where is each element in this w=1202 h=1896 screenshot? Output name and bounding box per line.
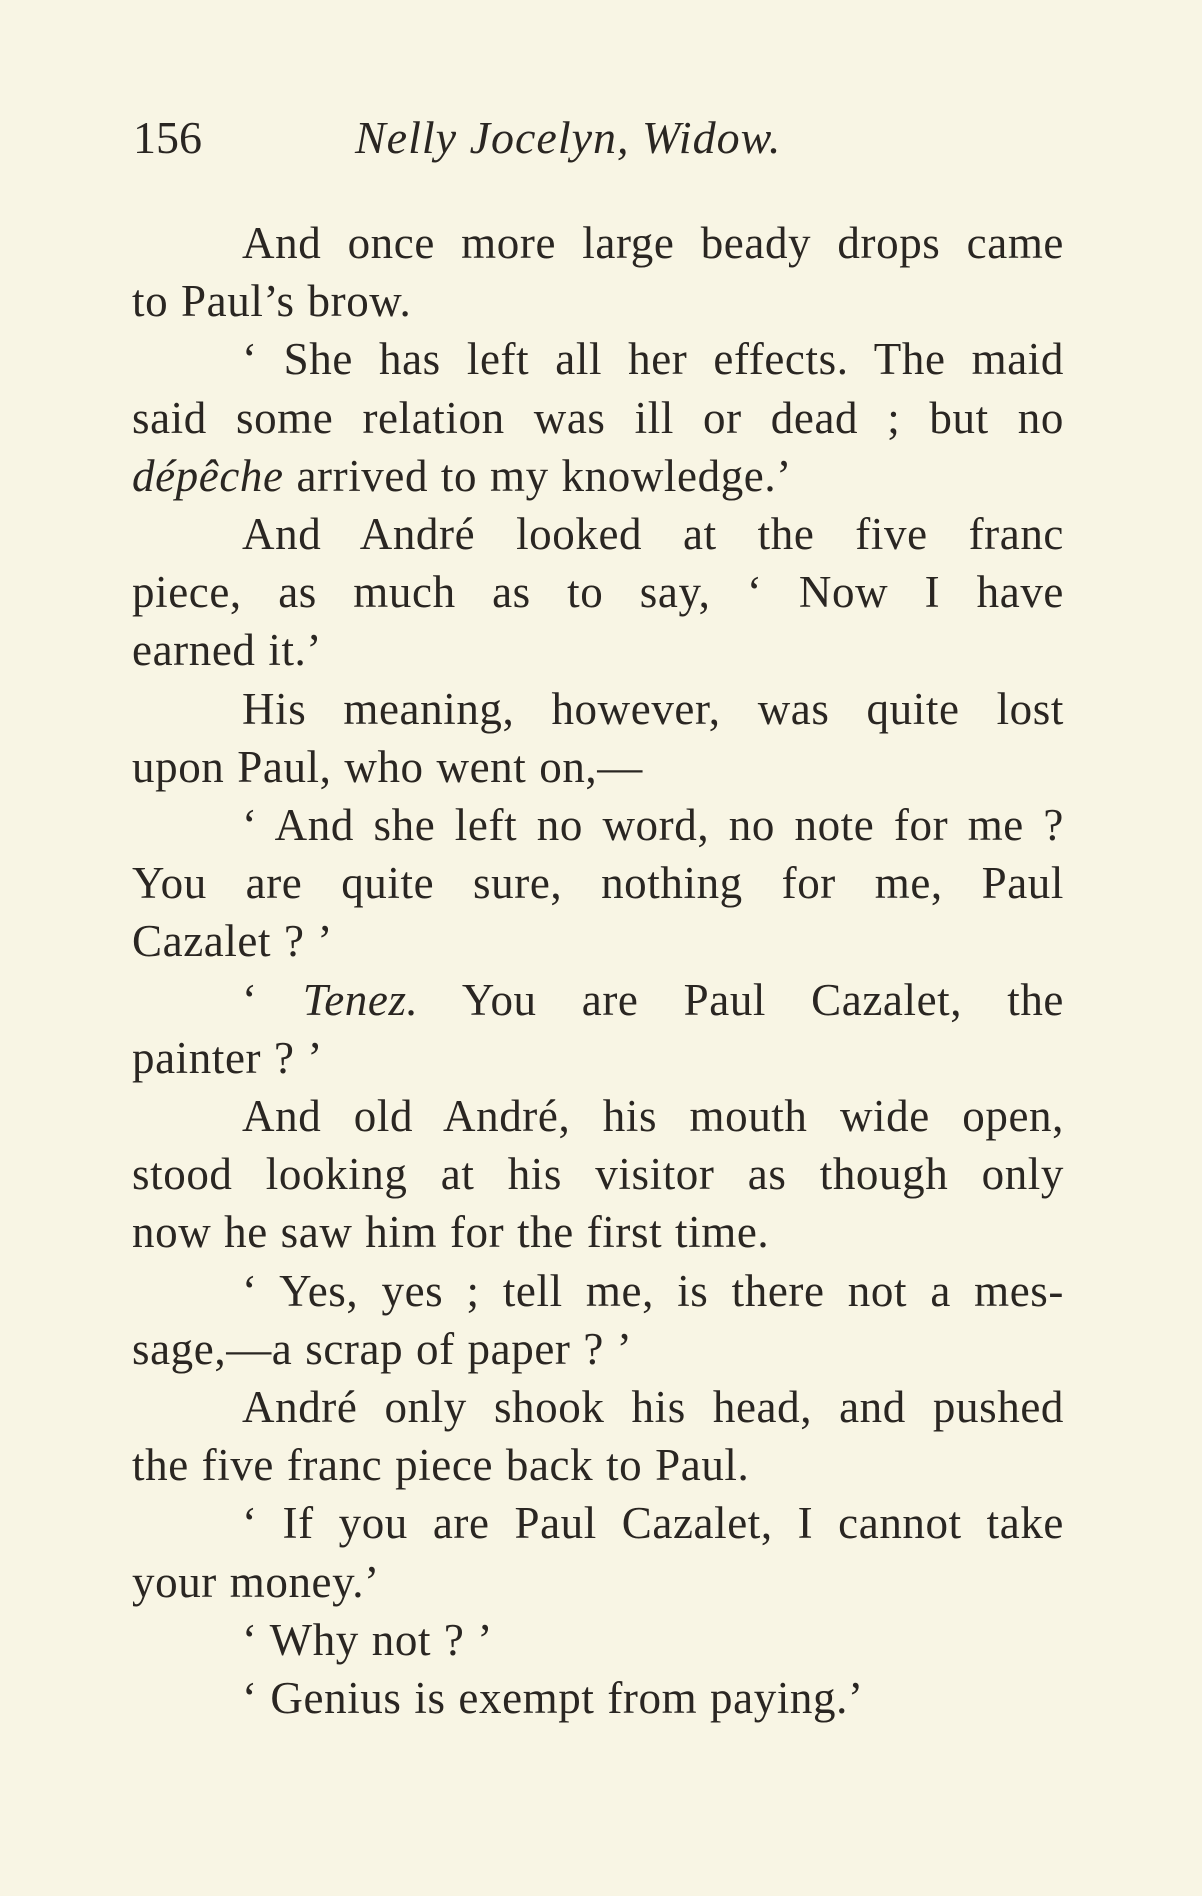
text-line: ‘ Why not ? ’	[242, 1614, 493, 1665]
page-number: 156	[133, 112, 202, 163]
text-line: His meaning, however, was quite lost	[242, 683, 1064, 734]
italic-word: dépêche	[132, 450, 284, 501]
paragraph	[132, 1669, 1064, 1727]
text-line: sage,—a scrap of paper ? ’	[132, 1323, 633, 1374]
text-line: the five franc piece back to Paul.	[132, 1440, 750, 1491]
paragraph	[132, 680, 1064, 796]
text-line: upon Paul, who went on,—	[132, 741, 643, 792]
text-line: dépêche arrived to my knowledge.’	[132, 450, 792, 501]
text-line: piece, as much as to say, ‘ Now I have	[132, 567, 1064, 618]
paragraph	[132, 505, 1064, 680]
text-line: ‘ Yes, yes ; tell me, is there not a mes-	[242, 1265, 1064, 1316]
paragraph	[132, 796, 1064, 971]
text-line: ‘ And she left no word, no note for me ?	[242, 800, 1064, 851]
text-line: You are quite sure, nothing for me, Paul	[132, 858, 1064, 909]
paragraph	[132, 1494, 1064, 1610]
paragraph	[132, 1611, 1064, 1669]
text-line: ‘ Tenez. You are Paul Cazalet, the	[242, 974, 1064, 1025]
text-line: ‘ Genius is exempt from paying.’	[242, 1673, 864, 1724]
running-title: Nelly Jocelyn, Widow.	[355, 112, 782, 163]
text-line: your money.’	[132, 1556, 380, 1607]
text-line: Cazalet ? ’	[132, 916, 333, 967]
text-line: ‘ She has left all her effects. The maid	[242, 334, 1064, 385]
text-line: now he saw him for the first time.	[132, 1207, 770, 1258]
paragraph	[132, 1378, 1064, 1494]
text-line: earned it.’	[132, 625, 322, 676]
text-line: And André looked at the five franc	[242, 509, 1064, 560]
paragraph	[132, 330, 1064, 505]
running-head	[133, 108, 1073, 168]
text-line: ‘ If you are Paul Cazalet, I cannot take	[242, 1498, 1064, 1549]
italic-word: Tenez.	[302, 974, 419, 1025]
text-line: And old André, his mouth wide open,	[242, 1091, 1064, 1142]
paragraph	[132, 971, 1064, 1087]
text-line: André only shook his head, and pushed	[242, 1382, 1064, 1433]
body-text	[132, 214, 1064, 1727]
paragraph	[132, 214, 1064, 330]
text-line: said some relation was ill or dead ; but no	[132, 392, 1064, 443]
text-line: And once more large beady drops came	[242, 218, 1064, 268]
text-line: stood looking at his visitor as though only	[132, 1149, 1064, 1200]
paragraph	[132, 1262, 1064, 1378]
text-line: painter ? ’	[132, 1032, 323, 1083]
paragraph	[132, 1087, 1064, 1262]
text-line: to Paul’s brow.	[132, 276, 412, 327]
